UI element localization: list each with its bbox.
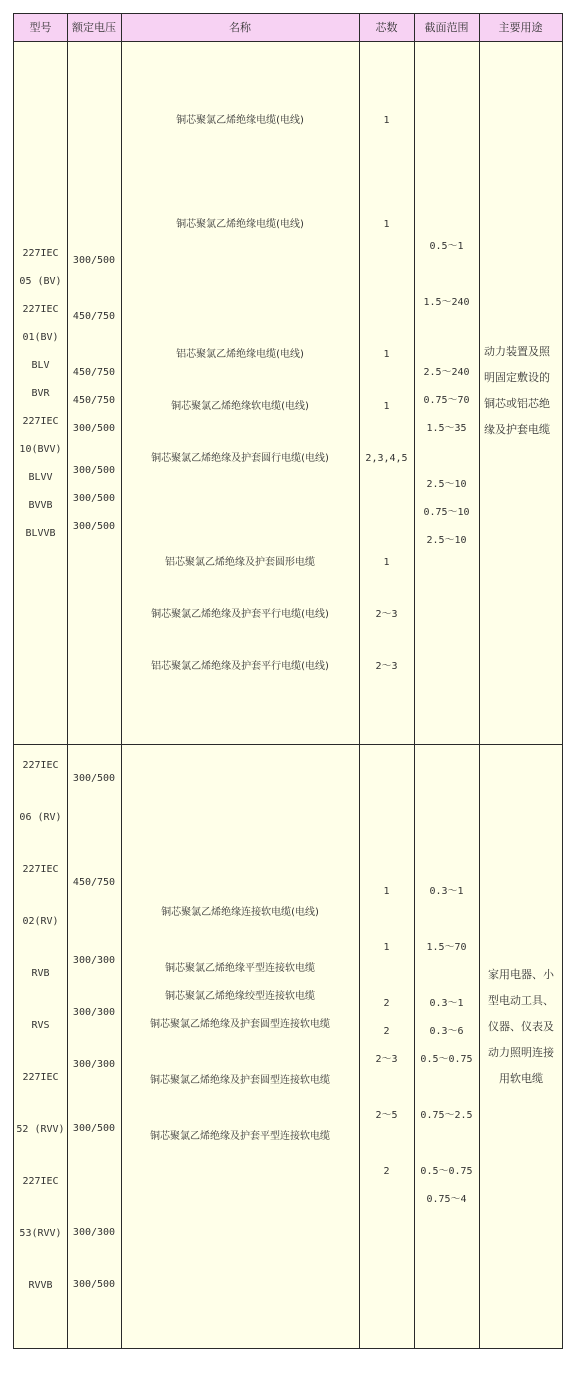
model-cell: 10(BVV) <box>19 444 62 455</box>
column-divider <box>67 14 68 1348</box>
use-line: 家用电器、小 <box>488 968 554 981</box>
voltage-cell: 300/300 <box>72 955 116 966</box>
section-cell: 2.5～10 <box>426 479 467 490</box>
cores-cell: 1 <box>383 401 390 412</box>
use-line: 型电动工具、 <box>488 994 554 1007</box>
model-cell: BLV <box>31 360 50 371</box>
model-cell: RVVB <box>28 1280 53 1291</box>
use-cell <box>484 962 558 1092</box>
voltage-cell: 450/750 <box>72 367 116 378</box>
model-cell: BLVV <box>28 472 53 483</box>
name-cell: 铜芯聚氯乙烯绝缘电缆(电线) <box>176 219 304 230</box>
voltage-cell: 450/750 <box>72 877 116 888</box>
cores-cell: 1 <box>383 219 390 230</box>
cores-cell: 1 <box>383 349 390 360</box>
use-line: 动力照明连接 <box>488 1046 554 1059</box>
model-cell: RVS <box>31 1020 50 1031</box>
cores-cell: 2,3,4,5 <box>365 453 408 464</box>
model-cell: 05 (BV) <box>19 276 62 287</box>
model-cell: BLVVB <box>25 528 56 539</box>
model-cell: BVVB <box>28 500 53 511</box>
header-section: 截面范围 <box>424 21 469 34</box>
cores-cell: 1 <box>383 115 390 126</box>
voltage-cell: 300/300 <box>72 1007 116 1018</box>
voltage-cell: 300/500 <box>72 465 116 476</box>
voltage-cell: 450/750 <box>72 311 116 322</box>
name-cell: 铜芯聚氯乙烯绝缘软电缆(电线) <box>171 401 309 412</box>
model-cell: 52 (RVV) <box>16 1124 65 1135</box>
section-cell: 0.3～1 <box>429 886 464 897</box>
name-cell: 铝芯聚氯乙烯绝缘及护套平行电缆(电线) <box>151 661 329 672</box>
section-cell: 0.75～10 <box>423 507 470 518</box>
use-line: 仪器、仪表及 <box>488 1020 554 1033</box>
section-cell: 0.75～4 <box>426 1194 467 1205</box>
name-cell: 铝芯聚氯乙烯绝缘及护套圆形电缆 <box>165 557 315 568</box>
name-cell: 铜芯聚氯乙烯绝缘及护套圆行电缆(电线) <box>151 453 329 464</box>
name-cell: 铜芯聚氯乙烯绝缘及护套平行电缆(电线) <box>151 609 329 620</box>
section-cell: 1.5～35 <box>426 423 467 434</box>
cores-cell: 2～3 <box>375 1054 398 1065</box>
section-cell: 0.3～6 <box>429 1026 464 1037</box>
model-cell: 53(RVV) <box>19 1228 62 1239</box>
name-cell: 铜芯聚氯乙烯绝缘平型连接软电缆 <box>165 963 315 974</box>
model-cell: BVR <box>31 388 50 399</box>
name-cell: 铜芯聚氯乙烯绝缘绞型连接软电缆 <box>165 991 315 1002</box>
cable-spec-table <box>13 13 563 1349</box>
cores-cell: 1 <box>383 942 390 953</box>
model-cell: 227IEC <box>22 416 59 427</box>
model-cell: 227IEC <box>22 304 59 315</box>
cores-cell: 1 <box>383 886 390 897</box>
section-cell: 0.3～1 <box>429 998 464 1009</box>
name-cell: 铜芯聚氯乙烯绝缘连接软电缆(电线) <box>161 907 319 918</box>
cores-cell: 2 <box>383 998 390 1009</box>
section-cell: 0.5～0.75 <box>420 1166 473 1177</box>
model-cell: 227IEC <box>22 864 59 875</box>
model-cell: 06 (RV) <box>19 812 62 823</box>
cores-cell: 2 <box>383 1026 390 1037</box>
model-cell: 01(BV) <box>22 332 59 343</box>
name-cell: 铜芯聚氯乙烯绝缘电缆(电线) <box>176 115 304 126</box>
model-cell: RVB <box>31 968 50 979</box>
voltage-cell: 300/500 <box>72 423 116 434</box>
cores-cell: 2～5 <box>375 1110 398 1121</box>
header-use: 主要用途 <box>498 21 543 34</box>
model-cell: 02(RV) <box>22 916 59 927</box>
header-cores: 芯数 <box>375 21 398 34</box>
section-cell: 0.75～2.5 <box>420 1110 473 1121</box>
column-divider <box>479 14 480 1348</box>
use-cell <box>484 339 550 443</box>
voltage-cell: 300/500 <box>72 1279 116 1290</box>
cores-cell: 2～3 <box>375 609 398 620</box>
name-cell: 铝芯聚氯乙烯绝缘电缆(电线) <box>176 349 304 360</box>
voltage-cell: 300/500 <box>72 1123 116 1134</box>
use-line: 铜芯或铝芯绝 <box>484 397 550 410</box>
section-cell: 1.5～240 <box>423 297 470 308</box>
header-model: 型号 <box>29 21 52 34</box>
voltage-cell: 300/500 <box>72 521 116 532</box>
name-cell: 铜芯聚氯乙烯绝缘及护套平型连接软电缆 <box>150 1131 330 1142</box>
column-divider <box>414 14 415 1348</box>
section-cell: 0.5～1 <box>429 241 464 252</box>
header-voltage: 额定电压 <box>72 21 116 34</box>
column-divider <box>359 14 360 1348</box>
cores-cell: 2 <box>383 1166 390 1177</box>
cores-cell: 2～3 <box>375 661 398 672</box>
section-cell: 2.5～10 <box>426 535 467 546</box>
voltage-cell: 300/500 <box>72 255 116 266</box>
voltage-cell: 300/500 <box>72 773 116 784</box>
use-line: 动力装置及照 <box>484 345 550 358</box>
voltage-cell: 450/750 <box>72 395 116 406</box>
model-cell: 227IEC <box>22 1176 59 1187</box>
section-cell: 2.5～240 <box>423 367 470 378</box>
voltage-cell: 300/300 <box>72 1227 116 1238</box>
use-line: 缘及护套电缆 <box>484 423 550 436</box>
section-cell: 1.5～70 <box>426 942 467 953</box>
voltage-cell: 300/500 <box>72 493 116 504</box>
model-cell: 227IEC <box>22 1072 59 1083</box>
name-cell: 铜芯聚氯乙烯绝缘及护套圆型连接软电缆 <box>150 1075 330 1086</box>
use-line: 明固定敷设的 <box>484 371 550 384</box>
cores-cell: 1 <box>383 557 390 568</box>
voltage-cell: 300/300 <box>72 1059 116 1070</box>
name-cell: 铜芯聚氯乙烯绝缘及护套圆型连接软电缆 <box>150 1019 330 1030</box>
header-name: 名称 <box>229 21 251 34</box>
column-divider <box>121 14 122 1348</box>
section-cell: 0.75～70 <box>423 395 470 406</box>
section-cell: 0.5～0.75 <box>420 1054 473 1065</box>
use-line: 用软电缆 <box>499 1072 543 1085</box>
model-cell: 227IEC <box>22 760 59 771</box>
model-cell: 227IEC <box>22 248 59 259</box>
